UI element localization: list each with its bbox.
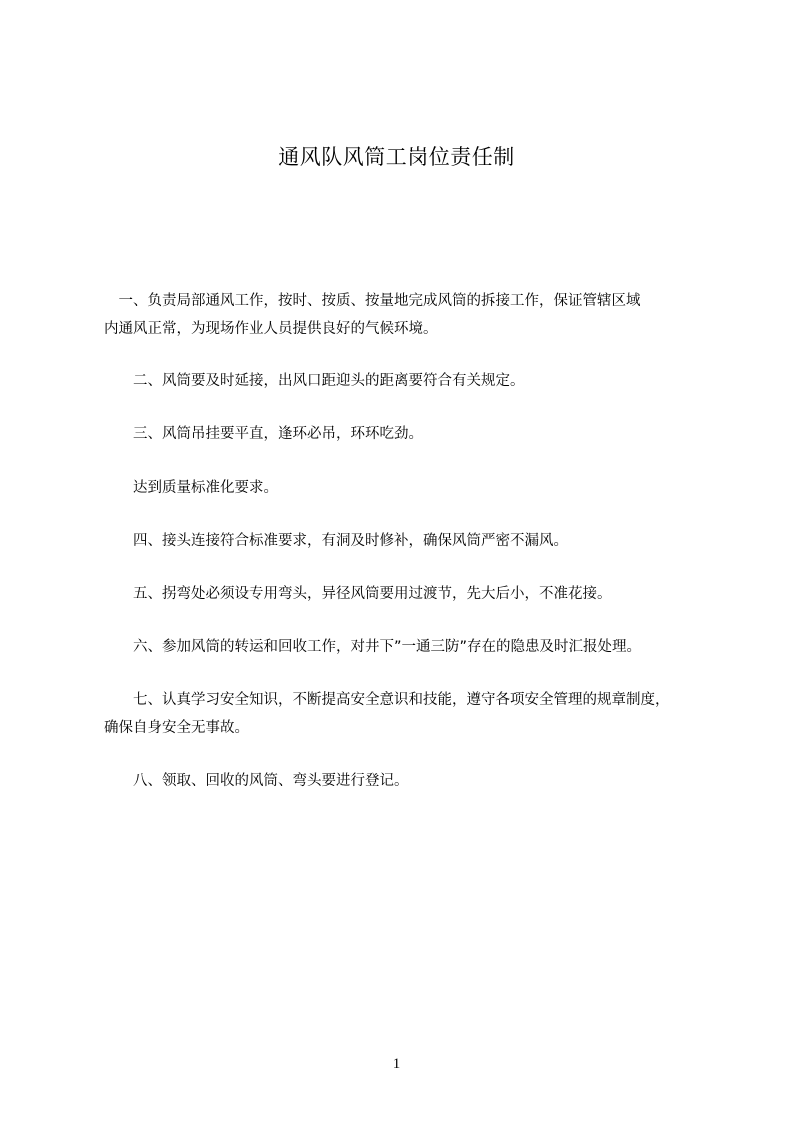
paragraph-8 <box>104 686 704 742</box>
paragraph-5-line-1: 四、接头连接符合标准要求，有洞及时修补，确保风筒严密不漏风。 <box>104 533 568 549</box>
paragraph-6 <box>104 580 704 608</box>
paragraph-5 <box>104 527 704 555</box>
paragraph-4 <box>104 474 704 502</box>
document-title: 通风队风筒工岗位责任制 <box>278 145 515 169</box>
page-number: 1 <box>392 1056 401 1072</box>
paragraph-1 <box>104 287 704 343</box>
paragraph-8-line-1: 七、认真学习安全知识，不断提高安全意识和技能，遵守各项安全管理的规章制度， <box>104 692 670 708</box>
paragraph-9-line-1: 八、领取、回收的风筒、弯头要进行登记。 <box>104 773 409 789</box>
paragraph-6-line-1: 五、拐弯处必须设专用弯头，异径风筒要用过渡节，先大后小，不准花接。 <box>104 586 612 602</box>
paragraph-7 <box>104 633 704 661</box>
paragraph-8-line-2: 确保自身安全无事故。 <box>104 720 249 736</box>
paragraph-7-line-1: 六、参加风筒的转运和回收工作，对井下”一通三防”存在的隐患及时汇报处理。 <box>104 639 642 655</box>
paragraph-4-line-1: 达到质量标准化要求。 <box>104 480 278 496</box>
paragraph-3-line-1: 三、风筒吊挂要平直，逢环必吊，环环吃劲。 <box>104 426 423 442</box>
paragraph-9 <box>104 767 704 795</box>
paragraph-2 <box>104 367 704 395</box>
paragraph-1-line-2: 内通风正常，为现场作业人员提供良好的气候环境。 <box>104 321 438 337</box>
paragraph-2-line-1: 二、风筒要及时延接，出风口距迎头的距离要符合有关规定。 <box>104 373 525 389</box>
paragraph-3 <box>104 420 704 448</box>
paragraph-1-line-1: 一、负责局部通风工作，按时、按质、按量地完成风筒的拆接工作，保证管辖区域 <box>104 293 641 309</box>
